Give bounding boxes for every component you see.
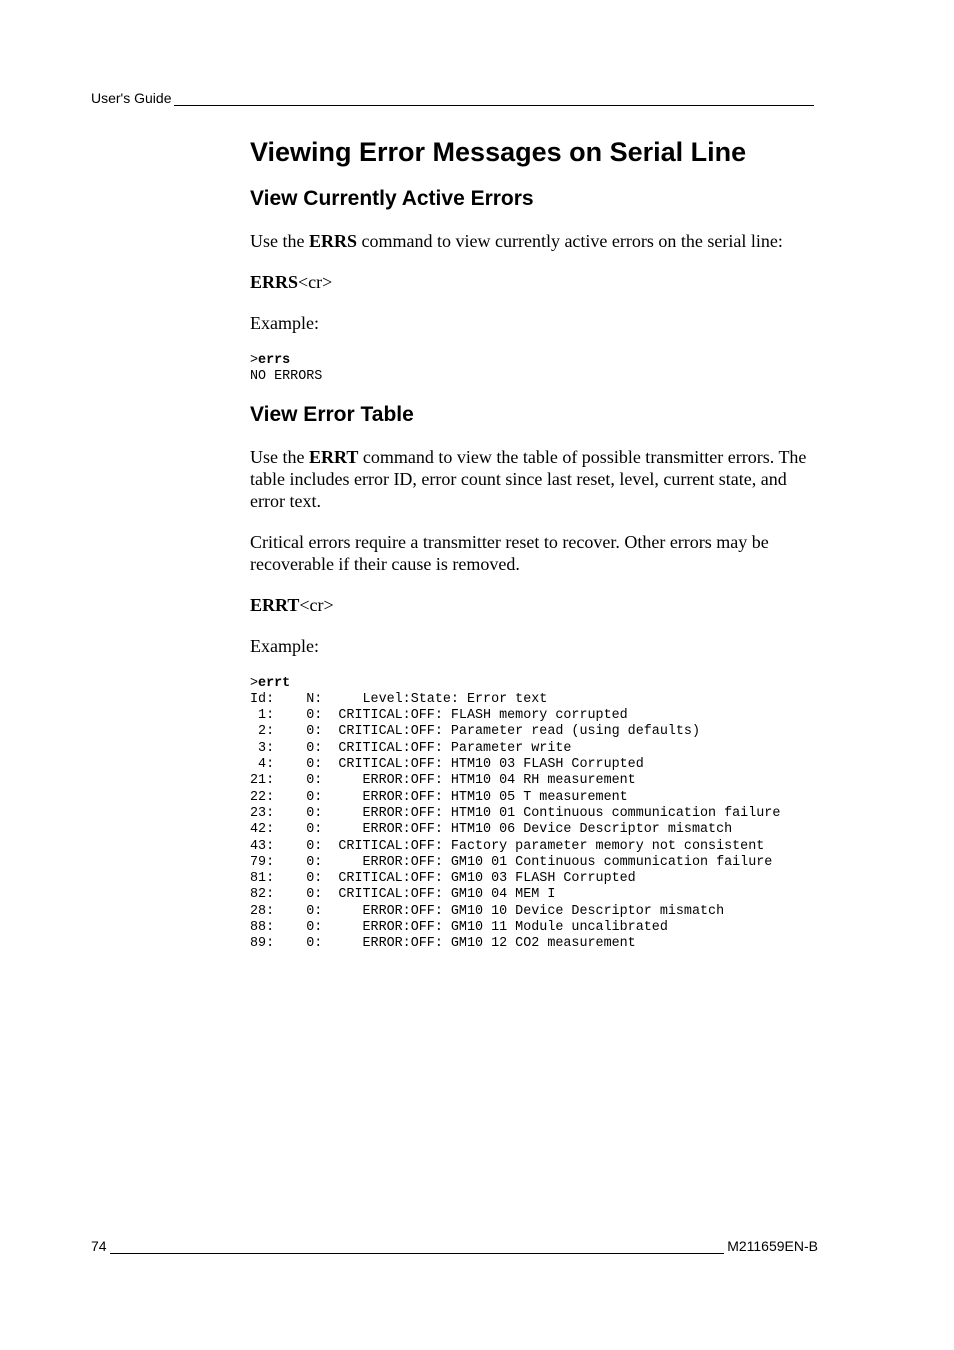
section-heading-error-table: View Error Table — [250, 402, 414, 426]
errt-table-line: 89: 0: ERROR:OFF: GM10 12 CO2 measurement — [250, 936, 636, 952]
errs-intro: Use the ERRS command to view currently active errors on the serial line: — [250, 231, 783, 251]
errs-command-name: ERRS — [308, 231, 357, 251]
page-header — [91, 90, 814, 106]
page-title: Viewing Error Messages on Serial Line — [250, 137, 747, 167]
errt-example-label: Example: — [250, 635, 319, 656]
errt-table-line: 81: 0: CRITICAL:OFF: GM10 03 FLASH Corrupted — [250, 871, 636, 887]
errt-table-line: Id: N: Level:State: Error text — [250, 691, 548, 707]
errs-syntax: ERRS<cr> — [250, 272, 333, 292]
errt-table-line: 79: 0: ERROR:OFF: GM10 01 Continuous communication failure — [250, 854, 773, 870]
errs-example-label: Example: — [250, 313, 319, 333]
errt-example-input: errt — [258, 675, 291, 691]
errt-table-line: 4: 0: CRITICAL:OFF: HTM10 03 FLASH Corrupted — [250, 757, 644, 773]
errs-example-input: errs — [258, 353, 291, 368]
footer-rule — [110, 1239, 725, 1254]
errt-example-code: >errt Id: N: Level:State: Error text 1: 0: CRITICAL:OFF: FLASH memory corrupted 2: 0: CRITICAL:OFF: Parameter read (using defaults) 3: 0: CRITICAL:OFF: Parameter write 4: 0: CRITICAL:OFF: HTM10 03 FLASH Corrupted 21: 0: ERROR:OFF: HTM10 04 RH measurement 22: 0: ERROR:OFF: HTM10 05 T measurement 23: 0: ERROR:OFF: HTM10 01 Continuous communication failure 42: 0: ERROR:OFF: HTM10 06 Device Descriptor mismatch 43: 0: CRITICAL:OFF: Factory parameter memory not consistent 79: 0: ERROR:OFF: GM10 01 Continuous communication failure 81: 0: CRITICAL:OFF: GM10 03 FLASH Corrupted 82: 0: CRITICAL:OFF: GM10 04 MEM I 28: 0: ERROR:OFF: GM10 10 Device Descriptor mismatch 88: 0: ERROR:OFF: GM10 11 Module uncalibrated 89: 0: ERROR:OFF: GM10 12 CO2 measurement — [250, 675, 781, 952]
errs-example-code: >errs NO ERRORS — [250, 353, 323, 385]
errt-table-line: 1: 0: CRITICAL:OFF: FLASH memory corrupted — [250, 708, 628, 724]
errt-intro: Use the ERRT command to view the table of possible transmitter errors. The table includes error ID, error count since last reset, level, current state, and error text. — [250, 446, 807, 511]
document-code: M211659EN-B — [727, 1238, 818, 1254]
critical-errors-note: Critical errors require a transmitter reset to recover. Other errors may be recoverable if their cause is removed. — [250, 531, 769, 574]
page-footer — [91, 1238, 818, 1254]
errs-example-output: NO ERRORS — [250, 369, 323, 385]
errt-table-line: 23: 0: ERROR:OFF: HTM10 01 Continuous communication failure — [250, 805, 781, 821]
errt-command-name: ERRT — [308, 446, 359, 467]
errt-table-line: 82: 0: CRITICAL:OFF: GM10 04 MEM I — [250, 887, 556, 903]
errt-table-line: 42: 0: ERROR:OFF: HTM10 06 Device Descriptor mismatch — [250, 822, 733, 838]
errt-table-line: 28: 0: ERROR:OFF: GM10 10 Device Descriptor mismatch — [250, 903, 725, 919]
errt-table-line: 3: 0: CRITICAL:OFF: Parameter write — [250, 740, 572, 756]
header-text: User's Guide — [91, 90, 172, 106]
errt-table-line: 88: 0: ERROR:OFF: GM10 11 Module uncalibrated — [250, 920, 668, 936]
errt-table-line: 22: 0: ERROR:OFF: HTM10 05 T measurement — [250, 789, 628, 805]
errt-table-line: 2: 0: CRITICAL:OFF: Parameter read (using defaults) — [250, 724, 700, 740]
section-heading-active-errors: View Currently Active Errors — [250, 187, 534, 210]
errt-table-line: 43: 0: CRITICAL:OFF: Factory parameter memory not consistent — [250, 838, 765, 854]
page-content — [250, 134, 825, 953]
page-number: 74 — [91, 1238, 107, 1254]
errt-syntax: ERRT<cr> — [250, 594, 334, 615]
errt-table-line: 21: 0: ERROR:OFF: HTM10 04 RH measurement — [250, 773, 636, 789]
header-rule — [174, 91, 814, 106]
